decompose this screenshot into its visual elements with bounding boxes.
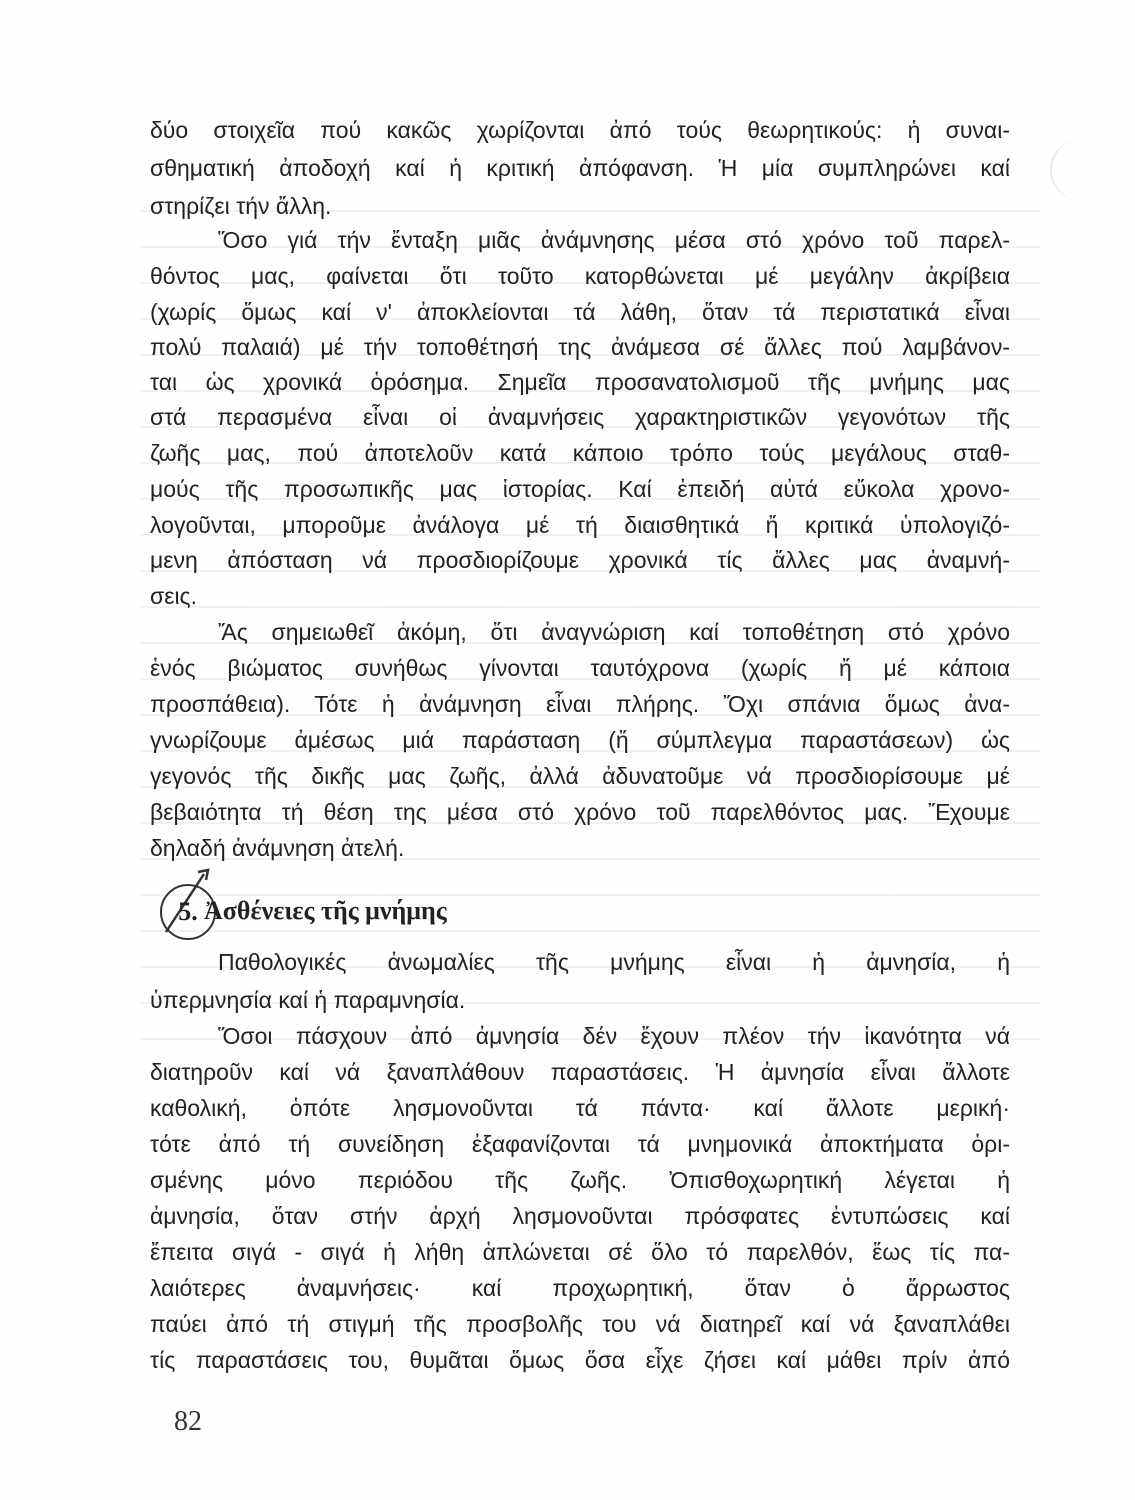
text-line: ζωῆς μας, πού ἀποτελοῦν κατά κάποιο τρόπο τούς μεγάλους σταθ- xyxy=(150,440,1010,466)
text-line: δύο στοιχεῖα πού κακῶς χωρίζονται ἀπό τούς θεωρητικούς: ἡ συναι- xyxy=(150,117,1010,143)
text-line: ἔπειτα σιγά - σιγά ἡ λήθη ἁπλώνεται σέ ὅλο τό παρελθόν, ἕως τίς πα- xyxy=(150,1239,1010,1265)
section-title: Ἀσθένειες τῆς μνήμης xyxy=(204,896,447,925)
text-line: γεγονός τῆς δικῆς μας ζωῆς, ἀλλά ἀδυνατοῦμε νά προσδιορίσουμε μέ xyxy=(150,763,1010,789)
text-line: στά περασμένα εἶναι οἱ ἀναμνήσεις χαρακτηριστικῶν γεγονότων τῆς xyxy=(150,404,1010,430)
text-line: προσπάθεια). Τότε ἡ ἀνάμνηση εἶναι πλήρης. Ὄχι σπάνια ὅμως ἀνα- xyxy=(150,691,1010,717)
text-line: πολύ παλαιά) μέ τήν τοποθέτησή της ἀνάμεσα σέ ἄλλες πού λαμβάνον- xyxy=(150,334,1010,360)
text-line: ται ὡς χρονικά ὁρόσημα. Σημεῖα προσανατολισμοῦ τῆς μνήμης μας xyxy=(150,369,1010,395)
text-line: Ὅσοι πάσχουν ἀπό ἀμνησία δέν ἔχουν πλέον τήν ἱκανότητα νά xyxy=(218,1023,1010,1049)
bleed-through-mark xyxy=(1050,140,1092,200)
page-number: 82 xyxy=(174,1406,202,1437)
text-line: Ὅσο γιά τήν ἔνταξη μιᾶς ἀνάμνησης μέσα στό χρόνο τοῦ παρελ- xyxy=(218,227,1010,253)
text-line: διατηροῦν καί νά ξαναπλάθουν παραστάσεις. Ἡ ἀμνησία εἶναι ἄλλοτε xyxy=(150,1059,1010,1085)
text-line: μούς τῆς προσωπικῆς μας ἱστορίας. Καί ἐπειδή αὐτά εὔκολα χρονο- xyxy=(150,476,1010,502)
text-line: γνωρίζουμε ἀμέσως μιά παράσταση (ἤ σύμπλεγμα παραστάσεων) ὡς xyxy=(150,727,1010,753)
text-line: Ἄς σημειωθεῖ ἀκόμη, ὅτι ἀναγνώριση καί τοποθέτηση στό χρόνο xyxy=(218,619,1010,645)
text-line: δηλαδή ἀνάμνηση ἀτελή. xyxy=(150,835,405,861)
text-line: παύει ἀπό τή στιγμή τῆς προσβολῆς του νά διατηρεῖ καί νά ξαναπλάθει xyxy=(150,1311,1010,1337)
text-line: (χωρίς ὅμως καί ν' ἀποκλείονται τά λάθη, ὅταν τά περιστατικά εἶναι xyxy=(150,299,1010,325)
text-line: βεβαιότητα τή θέση της μέσα στό χρόνο τοῦ παρελθόντος μας. Ἔχουμε xyxy=(150,799,1010,825)
text-line: μενη ἀπόσταση νά προσδιορίζουμε χρονικά τίς ἄλλες μας ἀναμνή- xyxy=(150,547,1010,573)
text-line: ἑνός βιώματος συνήθως γίνονται ταυτόχρονα (χωρίς ἤ μέ κάποια xyxy=(150,655,1010,681)
text-line: σεις. xyxy=(150,583,198,609)
text-line: τότε ἀπό τή συνείδηση ἐξαφανίζονται τά μνημονικά ἀποκτήματα ὁρι- xyxy=(150,1131,1010,1157)
text-line: λαιότερες ἀναμνήσεις· καί προχωρητική, ὅταν ὁ ἄρρωστος xyxy=(150,1275,1010,1301)
text-line: σθηματική ἀποδοχή καί ἡ κριτική ἀπόφανση. Ἡ μία συμπληρώνει καί xyxy=(150,155,1010,181)
text-line: καθολική, ὁπότε λησμονοῦνται τά πάντα· καί ἄλλοτε μερική· xyxy=(150,1095,1010,1121)
text-line: στηρίζει τήν ἄλλη. xyxy=(150,193,332,219)
text-line: Παθολογικές ἀνωμαλίες τῆς μνήμης εἶναι ἡ ἀμνησία, ἡ xyxy=(218,949,1010,975)
text-line: ὑπερμνησία καί ἡ παραμνησία. xyxy=(150,987,466,1013)
text-line: τίς παραστάσεις του, θυμᾶται ὅμως ὅσα εἶχε ζήσει καί μάθει πρίν ἀπό xyxy=(150,1347,1010,1373)
text-line: σμένης μόνο περιόδου τῆς ζωῆς. Ὀπισθοχωρητική λέγεται ἡ xyxy=(150,1167,1010,1193)
text-line: λογοῦνται, μποροῦμε ἀνάλογα μέ τή διαισθητικά ἤ κριτικά ὑπολογιζό- xyxy=(150,512,1010,538)
section-number: 5. xyxy=(160,884,216,940)
text-line: θόντος μας, φαίνεται ὅτι τοῦτο κατορθώνεται μέ μεγάλην ἀκρίβεια xyxy=(150,263,1010,289)
text-line: ἀμνησία, ὅταν στήν ἀρχή λησμονοῦνται πρόσφατες ἐντυπώσεις καί xyxy=(150,1203,1010,1229)
